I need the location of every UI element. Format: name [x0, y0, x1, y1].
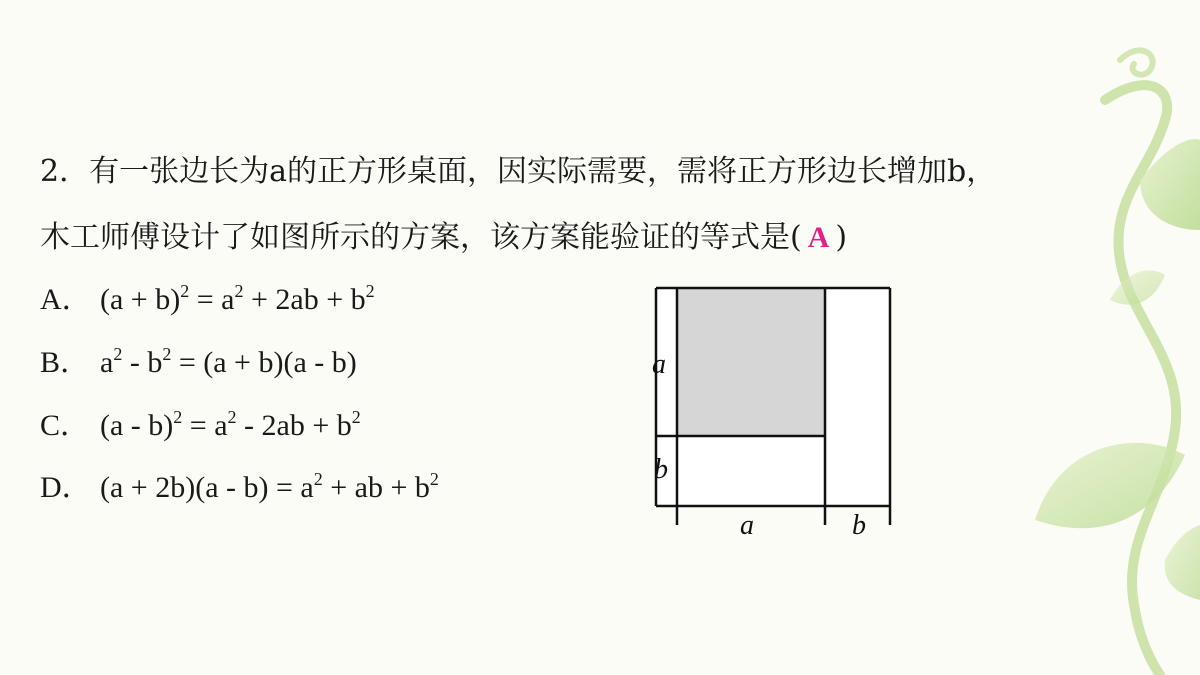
answer-letter: A	[807, 221, 830, 254]
option-formula: $(a + 2b)(a - b) = a^2$ + ab + $b^2$	[100, 469, 439, 504]
leaf-bottom	[1165, 525, 1200, 600]
option-a	[40, 282, 375, 318]
option-letter: B．	[40, 346, 91, 379]
option-c	[40, 408, 361, 444]
option-letter: D．	[40, 471, 92, 504]
label-left-b: b	[654, 454, 668, 485]
vine-curl	[1120, 50, 1153, 74]
option-formula: $(a + b)^2 = a^2 + 2ab + b^2$	[100, 281, 375, 316]
question-text-2: 木工师傅设计了如图所示的方案，该方案能验证的等式是(	[40, 220, 802, 255]
square-diagram	[640, 280, 910, 540]
option-formula: $a^2 - b^2 = (a + b)(a - b)$	[100, 344, 357, 379]
option-letter: C．	[40, 409, 91, 442]
question-line-1	[40, 152, 996, 192]
close-paren: )	[835, 220, 848, 255]
label-bottom-a: a	[740, 510, 754, 540]
leaf-middle	[1035, 443, 1185, 528]
option-letter: A．	[40, 283, 92, 316]
option-d	[40, 470, 439, 506]
label-bottom-b: b	[852, 510, 866, 540]
question-line-2	[40, 218, 847, 258]
question-number: 2．	[40, 154, 90, 189]
option-b	[40, 345, 357, 381]
option-formula: $(a - b)^2 = a^2 - 2ab + b^2$	[100, 407, 361, 442]
label-left-a: a	[652, 349, 666, 380]
leaf-small	[1110, 270, 1165, 304]
shaded-square	[677, 288, 825, 436]
question-text-1: 有一张边长为a的正方形桌面，因实际需要，需将正方形边长增加b，	[89, 154, 997, 189]
